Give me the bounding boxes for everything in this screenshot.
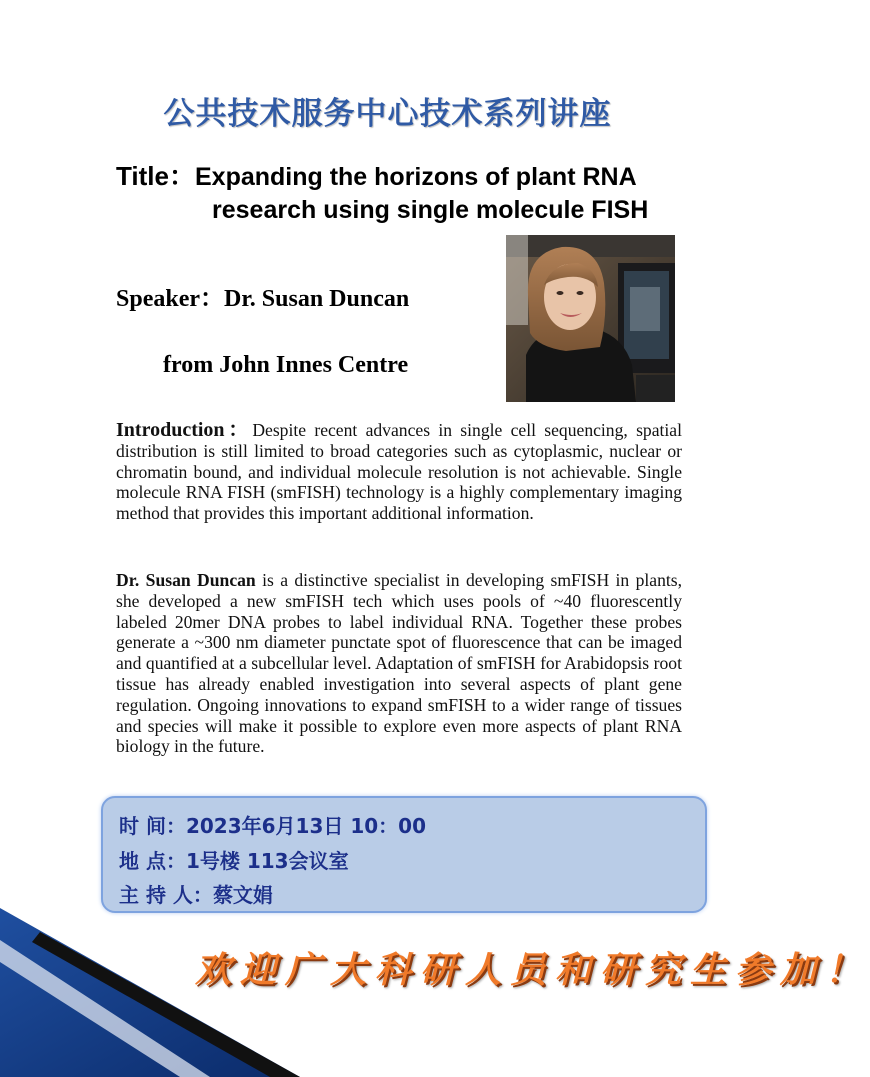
intro-label: Introduction： (116, 419, 253, 441)
speaker-photo (506, 235, 675, 402)
speaker-affiliation: from John Innes Centre (163, 352, 409, 378)
info-place-row (119, 845, 349, 874)
talk-title-line1: Expanding the horizons of plant RNA (194, 163, 637, 191)
info-time-label: 时 间： (119, 814, 186, 838)
intro-text: Despite recent advances in single cell sequencing, spatial distribution is still limited to broad categories such as cytoplasmic, nuclear or chromatin bound, and individual molecule resolution is not achievable. Single molecule RNA FISH (smFISH) technology is a highly complementary imaging method that provides this important additional information. (116, 420, 683, 524)
bio-text: is a distinctive specialist in developing smFISH in plants, she developed a new smFISH tech which uses pools of ~40 fluorescently labeled 20mer DNA probes to label individual RNA. Together these probes generate a ~300 nm diameter punctate spot of fluorescence that can be imaged and quantified at a subcellular level. Adaptation of smFISH for Arabidopsis root tissue has already enabled investigation into several aspects of plant gene regulation. Ongoing innovations to expand smFISH to a wider range of tissues and species will make it possible to explore even more aspects of plant RNA biology in the future. (116, 570, 683, 757)
intro-paragraph (116, 420, 682, 524)
info-place-value: 1号楼 113会议室 (185, 849, 349, 873)
bio-name: Dr. Susan Duncan (116, 570, 256, 590)
welcome-banner: 欢迎广大科研人员和研究生参加！ (195, 949, 870, 991)
info-box (101, 796, 707, 913)
speaker-name: Dr. Susan Duncan (224, 286, 410, 312)
speaker-label: Speaker： (116, 286, 224, 312)
talk-title-label: Title： (116, 161, 195, 191)
info-time-row (119, 810, 426, 839)
info-host-value: 蔡文娟 (212, 883, 273, 907)
info-host-label: 主 持 人： (119, 883, 213, 907)
speaker-line (116, 278, 409, 313)
talk-title-line2: research using single molecule FISH (212, 196, 649, 224)
info-place-label: 地 点： (119, 849, 186, 873)
talk-title (116, 160, 716, 227)
info-time-value: 2023年6月13日 10：00 (185, 814, 427, 838)
header-title: 公共技术服务中心技术系列讲座 (163, 96, 612, 132)
bio-paragraph (116, 570, 682, 757)
